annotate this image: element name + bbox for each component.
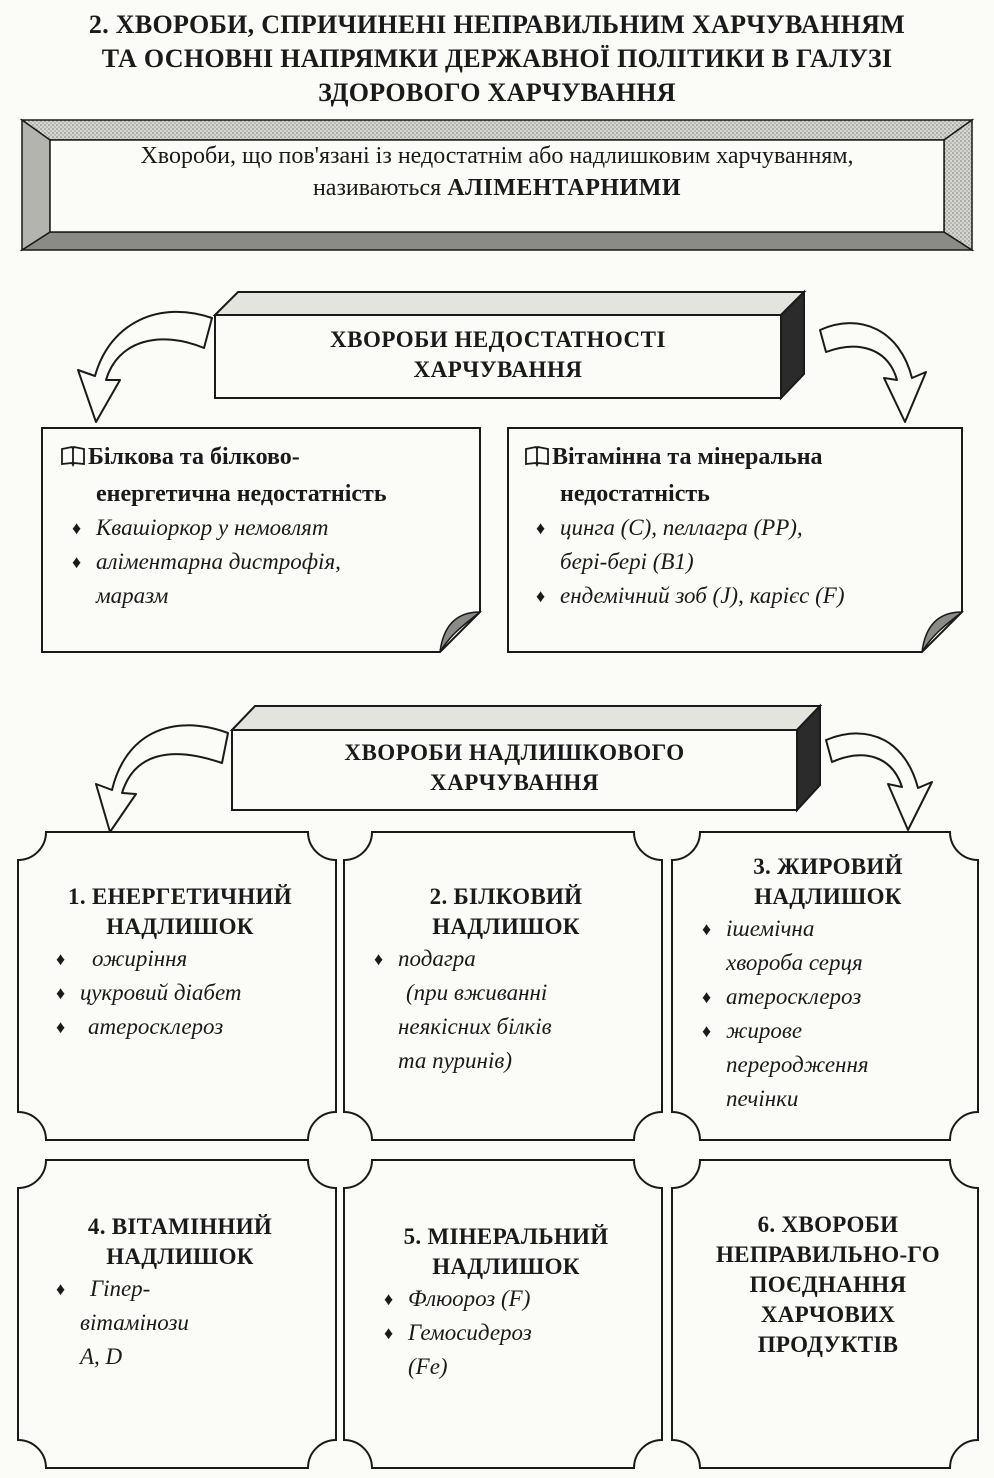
- diamond-bullet-icon: ♦: [384, 1323, 394, 1343]
- definition-text: [50, 140, 944, 204]
- alimentary-term: АЛІМЕНТАРНИМИ: [447, 175, 682, 201]
- improper-combination-cell: [686, 1210, 970, 1360]
- book-icon: [60, 443, 88, 477]
- diamond-bullet-icon: ♦: [374, 949, 384, 969]
- list-item-continuation: бері-бері (В1): [560, 549, 694, 574]
- deficiency-label: [215, 325, 781, 385]
- diamond-bullet-icon: ♦: [702, 1021, 712, 1041]
- excess-label: [232, 738, 797, 798]
- diamond-bullet-icon: ♦: [702, 987, 712, 1007]
- list-item: ♦ Гіпер-: [50, 1272, 320, 1306]
- list-item: ♦ жирове: [696, 1014, 970, 1048]
- card-heading-line: енергетична недостатність: [96, 481, 387, 507]
- list-item: ♦ атеросклероз: [50, 1010, 320, 1044]
- cell-heading: 2. БІЛКОВИЙ НАДЛИШОК: [429, 884, 583, 939]
- list-item: ♦ цукровий діабет: [50, 976, 320, 1010]
- list-item: ♦ Флюороз (F): [378, 1282, 648, 1316]
- diamond-bullet-icon: ♦: [56, 983, 66, 1003]
- list-item: ♦ ожиріння: [50, 942, 320, 976]
- diamond-bullet-icon: ♦: [702, 919, 712, 939]
- energy-excess-cell: [40, 882, 320, 1044]
- protein-excess-cell: [364, 882, 648, 1078]
- disease-list: [364, 1282, 648, 1384]
- deficiency-label-line: ХВОРОБИ НЕДОСТАТНОСТІ: [330, 327, 666, 352]
- cell-heading: 1. ЕНЕРГЕТИЧНИЙ НАДЛИШОК: [68, 884, 292, 939]
- curved-arrow-right-icon: [826, 733, 932, 830]
- curved-arrow-left-icon: [78, 312, 212, 422]
- diamond-bullet-icon: ♦: [384, 1289, 394, 1309]
- vitamin-excess-cell: [40, 1212, 320, 1374]
- diamond-bullet-icon: ♦: [56, 1279, 66, 1299]
- disease-list: [524, 511, 954, 613]
- cell-heading: 4. ВІТАМІННИЙ НАДЛИШОК: [87, 1214, 273, 1269]
- card-heading-line: Вітамінна та мінеральна: [552, 444, 823, 470]
- definition-prefix: називаються: [312, 175, 448, 201]
- list-item: ♦ Квашіоркор у немовлят: [66, 511, 470, 545]
- diamond-bullet-icon: ♦: [56, 1017, 66, 1037]
- excess-label-line: ХАРЧУВАННЯ: [430, 770, 599, 795]
- card-heading-line: Білкова та білково-: [88, 444, 300, 470]
- definition-line: [50, 172, 944, 204]
- disease-list: [40, 1272, 320, 1374]
- diamond-bullet-icon: ♦: [56, 949, 66, 969]
- title-line: 2. ХВОРОБИ, СПРИЧИНЕНІ НЕПРАВИЛЬНИМ ХАРЧУВАННЯМ: [88, 10, 906, 39]
- protein-energy-deficiency-card: [60, 440, 470, 613]
- card-heading: [60, 440, 470, 477]
- list-item-continuation: та пуринів): [398, 1048, 512, 1073]
- card-heading-line: недостатність: [560, 481, 710, 507]
- cell-heading: 6. ХВОРОБИ НЕПРАВИЛЬНО-ГО ПОЄДНАННЯ ХАРЧОВИХ ПРОДУКТІВ: [715, 1212, 940, 1357]
- disease-list: [60, 511, 470, 613]
- diamond-bullet-icon: ♦: [536, 518, 546, 538]
- diamond-bullet-icon: ♦: [536, 586, 546, 606]
- list-item: ♦ ендемічний зоб (J), карієс (F): [530, 579, 954, 613]
- disease-list: [40, 942, 320, 1044]
- list-item-continuation: хвороба серця: [726, 950, 863, 975]
- excess-label-line: ХВОРОБИ НАДЛИШКОВОГО: [344, 740, 685, 765]
- list-item: ♦ ішемічна: [696, 912, 970, 946]
- curved-arrow-left-icon: [96, 725, 228, 832]
- deficiency-label-line: ХАРЧУВАННЯ: [413, 357, 583, 382]
- cell-heading: 3. ЖИРОВИЙ НАДЛИШОК: [753, 854, 903, 909]
- list-item-continuation: маразм: [96, 583, 169, 608]
- list-item-continuation: (при вживанні: [406, 980, 548, 1005]
- list-item: ♦ атеросклероз: [696, 980, 970, 1014]
- list-item-continuation: А, D: [80, 1344, 123, 1369]
- definition-line: Хвороби, що пов'язані із недостатнім або надлишковим харчуванням,: [140, 143, 854, 169]
- card-heading: [524, 440, 954, 477]
- list-item-continuation: вітамінози: [80, 1310, 189, 1335]
- disease-list: [364, 942, 648, 1078]
- list-item-continuation: неякісних білків: [398, 1014, 552, 1039]
- curved-arrow-right-icon: [820, 323, 926, 422]
- list-item-continuation: переродження: [726, 1052, 869, 1077]
- list-item: ♦ подагра: [368, 942, 648, 976]
- book-icon: [524, 443, 552, 477]
- title-line: ЗДОРОВОГО ХАРЧУВАННЯ: [318, 78, 676, 107]
- fat-excess-cell: [686, 852, 970, 1116]
- diamond-bullet-icon: ♦: [72, 518, 82, 538]
- diamond-bullet-icon: ♦: [72, 552, 82, 572]
- list-item-continuation: печінки: [726, 1086, 799, 1111]
- list-item-continuation: (Fe): [408, 1354, 448, 1379]
- list-item: ♦ Гемосидероз: [378, 1316, 648, 1350]
- cell-heading: 5. МІНЕРАЛЬНИЙ НАДЛИШОК: [403, 1224, 609, 1279]
- page-title: [20, 8, 974, 110]
- list-item: ♦ цинга (С), пеллагра (РР),: [530, 511, 954, 545]
- title-line: ТА ОСНОВНІ НАПРЯМКИ ДЕРЖАВНОЇ ПОЛІТИКИ В ГАЛУЗІ: [101, 44, 893, 73]
- disease-list: [686, 912, 970, 1116]
- vitamin-mineral-deficiency-card: [524, 440, 954, 613]
- mineral-excess-cell: [364, 1222, 648, 1384]
- list-item: ♦ аліментарна дистрофія,: [66, 545, 470, 579]
